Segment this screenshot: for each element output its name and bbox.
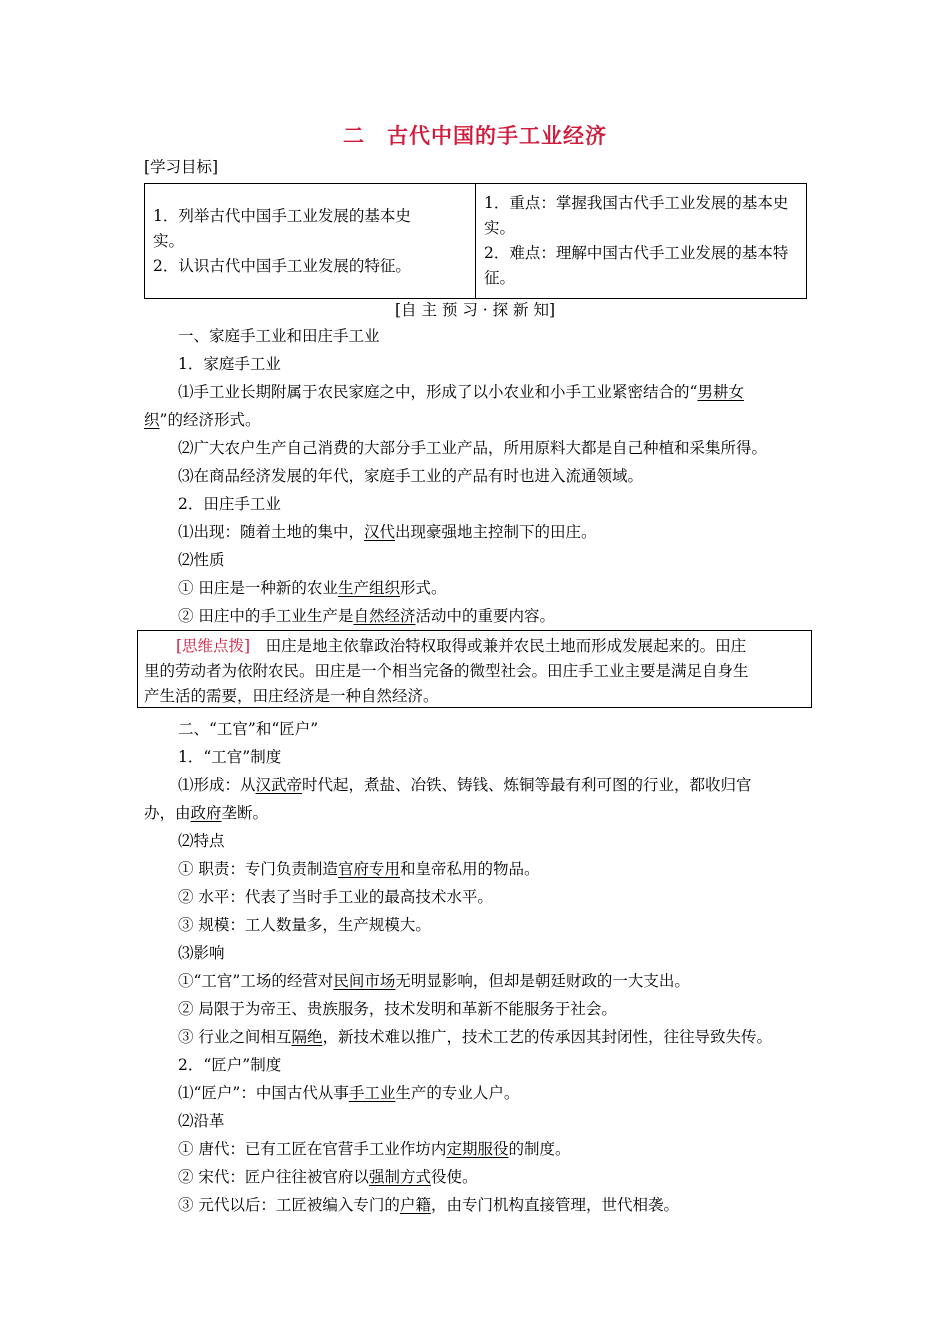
underlined-term: 男耕女	[697, 383, 744, 401]
text-span: ，由专门机构直接管理，世代相袭。	[430, 1196, 679, 1214]
paragraph-line: ② 局限于为帝王、贵族服务，技术发明和革新不能服务于社会。	[178, 1000, 617, 1018]
text-span: ① 职责：专门负责制造	[178, 860, 338, 878]
underlined-term: 定期服役	[446, 1140, 509, 1158]
text-span: 役使。	[430, 1168, 478, 1186]
text-span: 垄断。	[221, 804, 269, 822]
text-span: ，新技术难以推广，技术工艺的传承因其封闭性，往往导致失传。	[322, 1028, 772, 1046]
text-span: 时代起，煮盐、冶铁、铸钱、炼铜等最有利可图的行业，都收归官	[302, 776, 752, 794]
underlined-term: 汉武帝	[255, 776, 303, 794]
underlined-term: 民间市场	[333, 972, 396, 990]
paragraph-line: ⑶在商品经济发展的年代，家庭手工业的产品有时也进入流通领域。	[178, 467, 644, 485]
goals-left-cell	[145, 184, 476, 299]
paragraph-line	[178, 1195, 679, 1215]
goals-right-cell	[476, 184, 807, 299]
text-span: 生产的专业人户。	[395, 1084, 520, 1102]
paragraph-line: ⑵特点	[178, 832, 225, 850]
text-span: 和皇帝私用的物品。	[399, 860, 540, 878]
tip-line: 里的劳动者为依附农民。田庄是一个相当完备的微型社会。田庄手工业主要是满足自身生	[144, 662, 749, 680]
goal-line: 1．列举古代中国手工业发展的基本史	[153, 206, 411, 225]
text-span: ① 田庄是一种新的农业	[178, 579, 338, 597]
underlined-term: 织	[144, 411, 160, 429]
part1-heading: 一、家庭手工业和田庄手工业	[178, 327, 380, 345]
subheading-jianghu: 2．“匠户”制度	[178, 1056, 282, 1074]
section-label: [自 主 预 习 · 探 新 知]	[394, 301, 555, 319]
underlined-term: 政府	[190, 804, 222, 822]
paragraph-line	[178, 1167, 477, 1187]
text-span: ⑴形成：从	[178, 776, 256, 794]
paragraph-line: ② 水平：代表了当时手工业的最高技术水平。	[178, 888, 493, 906]
text-span: ⑴手工业长期附属于农民家庭之中，形成了以小农业和小手工业紧密结合的“	[178, 383, 698, 401]
paragraph-line	[178, 606, 555, 626]
text-span: 田庄是地主依靠政治特权取得或兼并农民土地而形成发展起来的。田庄	[265, 637, 747, 655]
paragraph-line: ⑵广大农户生产自己消费的大部分手工业产品，所用原料大都是自己种植和采集所得。	[178, 439, 768, 457]
paragraph-line	[178, 522, 597, 542]
paragraph-line	[178, 578, 446, 598]
text-span: ② 田庄中的手工业生产是	[178, 607, 354, 625]
tip-line	[176, 636, 746, 656]
text-span: 出现豪强地主控制下的田庄。	[395, 523, 597, 541]
goal-line: 2．认识古代中国手工业发展的特征。	[153, 256, 411, 275]
text-span: 活动中的重要内容。	[415, 607, 555, 625]
underlined-term: 汉代	[364, 523, 396, 541]
paragraph-line	[178, 1083, 519, 1103]
goal-line: 实。	[484, 219, 516, 237]
underlined-term: 生产组织	[337, 579, 400, 597]
paragraph-line	[178, 1027, 772, 1047]
paragraph-line	[144, 410, 260, 430]
paragraph-line: ⑵沿革	[178, 1112, 225, 1130]
text-span: ⑴出现：随着土地的集中，	[178, 523, 365, 541]
text-span: ”的经济形式。	[159, 411, 261, 429]
learning-goals-label: [学习目标]	[144, 158, 219, 176]
text-span: 无明显影响，但却是朝廷财政的一大支出。	[395, 972, 690, 990]
paragraph-line	[178, 382, 744, 402]
underlined-term: 官府专用	[337, 860, 400, 878]
subheading-family-craft: 1．家庭手工业	[178, 355, 281, 373]
goal-line: 2．难点：理解中国古代手工业发展的基本特	[484, 244, 789, 262]
underlined-term: 手工业	[348, 1084, 396, 1102]
underlined-term: 强制方式	[368, 1168, 431, 1186]
text-span: ③ 元代以后：工匠被编入专门的	[178, 1196, 400, 1214]
underlined-term: 隔绝	[291, 1028, 323, 1046]
part2-heading: 二、“工官”和“匠户”	[178, 720, 319, 738]
paragraph-line: ③ 规模：工人数量多，生产规模大。	[178, 916, 431, 934]
text-span: 形式。	[399, 579, 447, 597]
page-title: 二 古代中国的手工业经济	[343, 124, 607, 148]
goal-line: 征。	[484, 269, 516, 287]
paragraph-line	[144, 803, 268, 823]
tip-tag: [思维点拨]	[176, 637, 251, 655]
learning-goals-table	[144, 183, 807, 299]
thinking-tip-box	[137, 630, 812, 708]
paragraph-line: ⑶影响	[178, 944, 225, 962]
text-span: ①“工官”工场的经营对	[178, 972, 334, 990]
text-span: ② 宋代：匠户往往被官府以	[178, 1168, 369, 1186]
tip-line: 产生活的需要，田庄经济是一种自然经济。	[144, 687, 439, 705]
underlined-term: 自然经济	[353, 607, 416, 625]
subheading-gongguan: 1．“工官”制度	[178, 748, 282, 766]
paragraph-line	[178, 971, 690, 991]
paragraph-line	[178, 775, 752, 795]
paragraph-line: ⑵性质	[178, 551, 225, 569]
text-span: 的制度。	[508, 1140, 571, 1158]
underlined-term: 户籍	[399, 1196, 431, 1214]
paragraph-line	[178, 1139, 570, 1159]
paragraph-line	[178, 859, 539, 879]
goal-line: 1．重点：掌握我国古代手工业发展的基本史	[484, 194, 789, 212]
text-span: ① 唐代：已有工匠在官营手工业作坊内	[178, 1140, 447, 1158]
subheading-manor-craft: 2．田庄手工业	[178, 495, 281, 513]
goal-line: 实。	[153, 231, 185, 250]
text-span: ③ 行业之间相互	[178, 1028, 292, 1046]
text-span: ⑴“匠户”：中国古代从事	[178, 1084, 349, 1102]
text-span: 办，由	[144, 804, 191, 822]
